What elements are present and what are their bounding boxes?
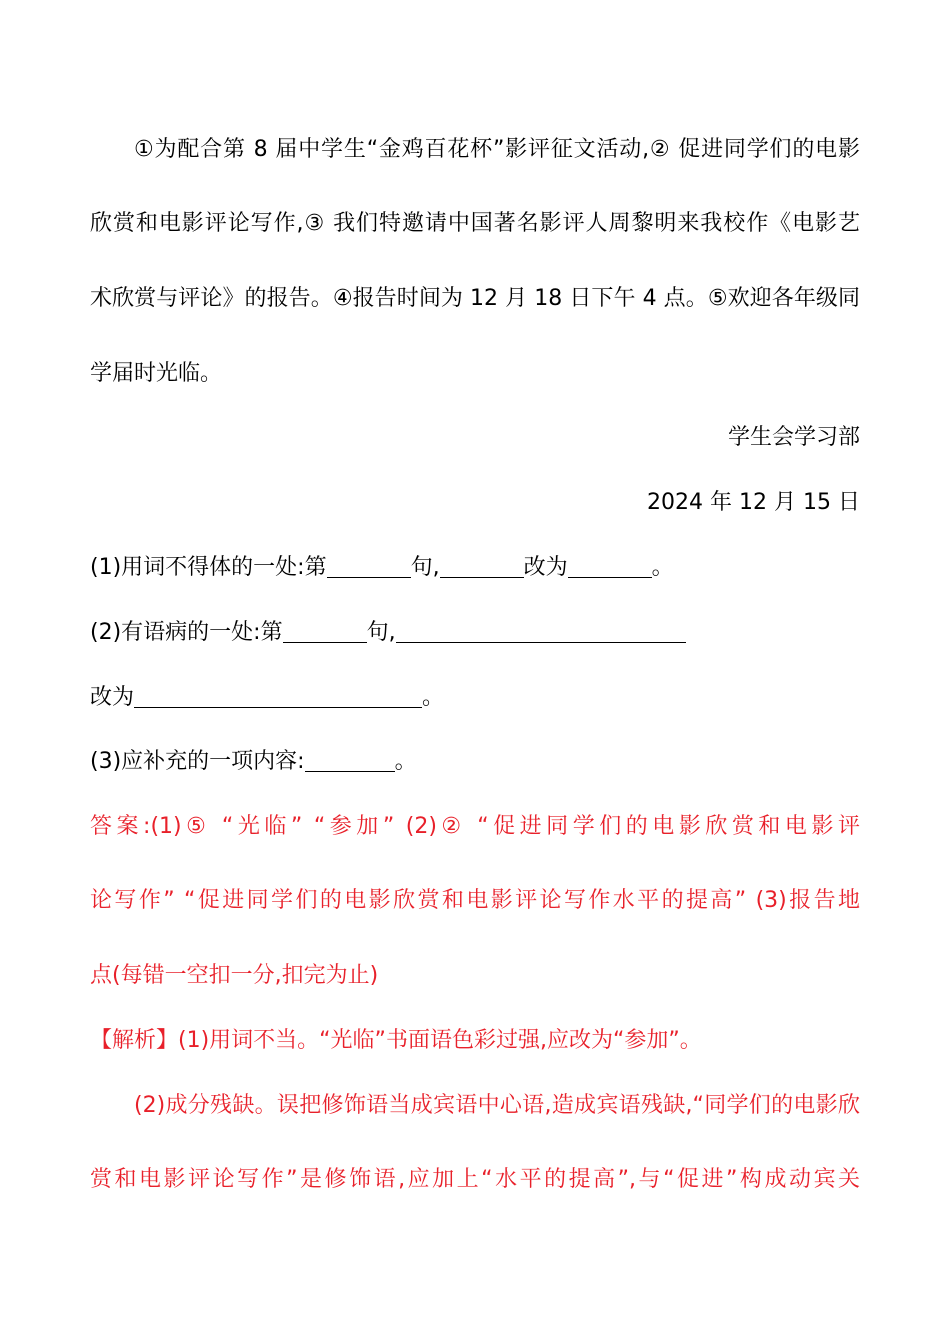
question-2-prefix: (2)有语病的一处:第 bbox=[90, 620, 283, 645]
question-2-blank-sentence bbox=[283, 620, 367, 643]
answer-line-1: 答案:(1)⑤ “光临” “参加” (2)② “促进同学们的电影欣赏和电影评 bbox=[90, 814, 860, 839]
question-1-end: 。 bbox=[651, 555, 674, 580]
question-1-prefix: (1)用词不得体的一处:第 bbox=[90, 555, 327, 580]
question-1-mid: 句, bbox=[410, 555, 440, 580]
question-2-end: 。 bbox=[422, 685, 445, 710]
question-1-change-label: 改为 bbox=[523, 555, 568, 580]
question-2-change-label: 改为 bbox=[90, 685, 135, 710]
question-2-continued bbox=[90, 683, 860, 713]
question-3-prefix: (3)应补充的一项内容: bbox=[90, 749, 305, 774]
question-2-blank-replacement bbox=[134, 685, 422, 708]
analysis-line-3: 赏和电影评论写作”是修饰语,应加上“水平的提高”,与“促进”构成动宾关 bbox=[90, 1167, 860, 1192]
question-3 bbox=[90, 747, 860, 777]
analysis-line-2: (2)成分残缺。误把修饰语当成宾语中心语,造成宾语残缺,“同学们的电影欣 bbox=[134, 1093, 860, 1118]
question-1-blank-replacement bbox=[568, 555, 652, 578]
notice-signature: 学生会学习部 bbox=[727, 425, 860, 450]
question-2-mid: 句, bbox=[366, 620, 396, 645]
question-1 bbox=[90, 553, 860, 583]
question-2-blank-original bbox=[396, 620, 686, 643]
notice-line-3: 术欣赏与评论》的报告。④报告时间为 12 月 18 日下午 4 点。⑤欢迎各年级同 bbox=[90, 286, 860, 311]
answer-line-3: 点(每错一空扣一分,扣完为止) bbox=[90, 963, 379, 988]
answer-line-2: 论写作” “促进同学们的电影欣赏和电影评论写作水平的提高” (3)报告地 bbox=[90, 888, 860, 913]
question-1-blank-word bbox=[440, 555, 524, 578]
notice-line-2: 欣赏和电影评论写作,③ 我们特邀请中国著名影评人周黎明来我校作《电影艺 bbox=[90, 211, 860, 236]
notice-date: 2024 年 12 月 15 日 bbox=[647, 490, 860, 515]
analysis-line-1: 【解析】(1)用词不当。“光临”书面语色彩过强,应改为“参加”。 bbox=[90, 1028, 702, 1053]
question-1-blank-sentence bbox=[327, 555, 411, 578]
notice-line-1: ①为配合第 8 届中学生“金鸡百花杯”影评征文活动,② 促进同学们的电影 bbox=[134, 137, 860, 162]
question-3-blank bbox=[305, 749, 395, 772]
question-2 bbox=[90, 618, 860, 648]
notice-line-4: 学届时光临。 bbox=[90, 361, 223, 386]
question-3-end: 。 bbox=[394, 749, 417, 774]
